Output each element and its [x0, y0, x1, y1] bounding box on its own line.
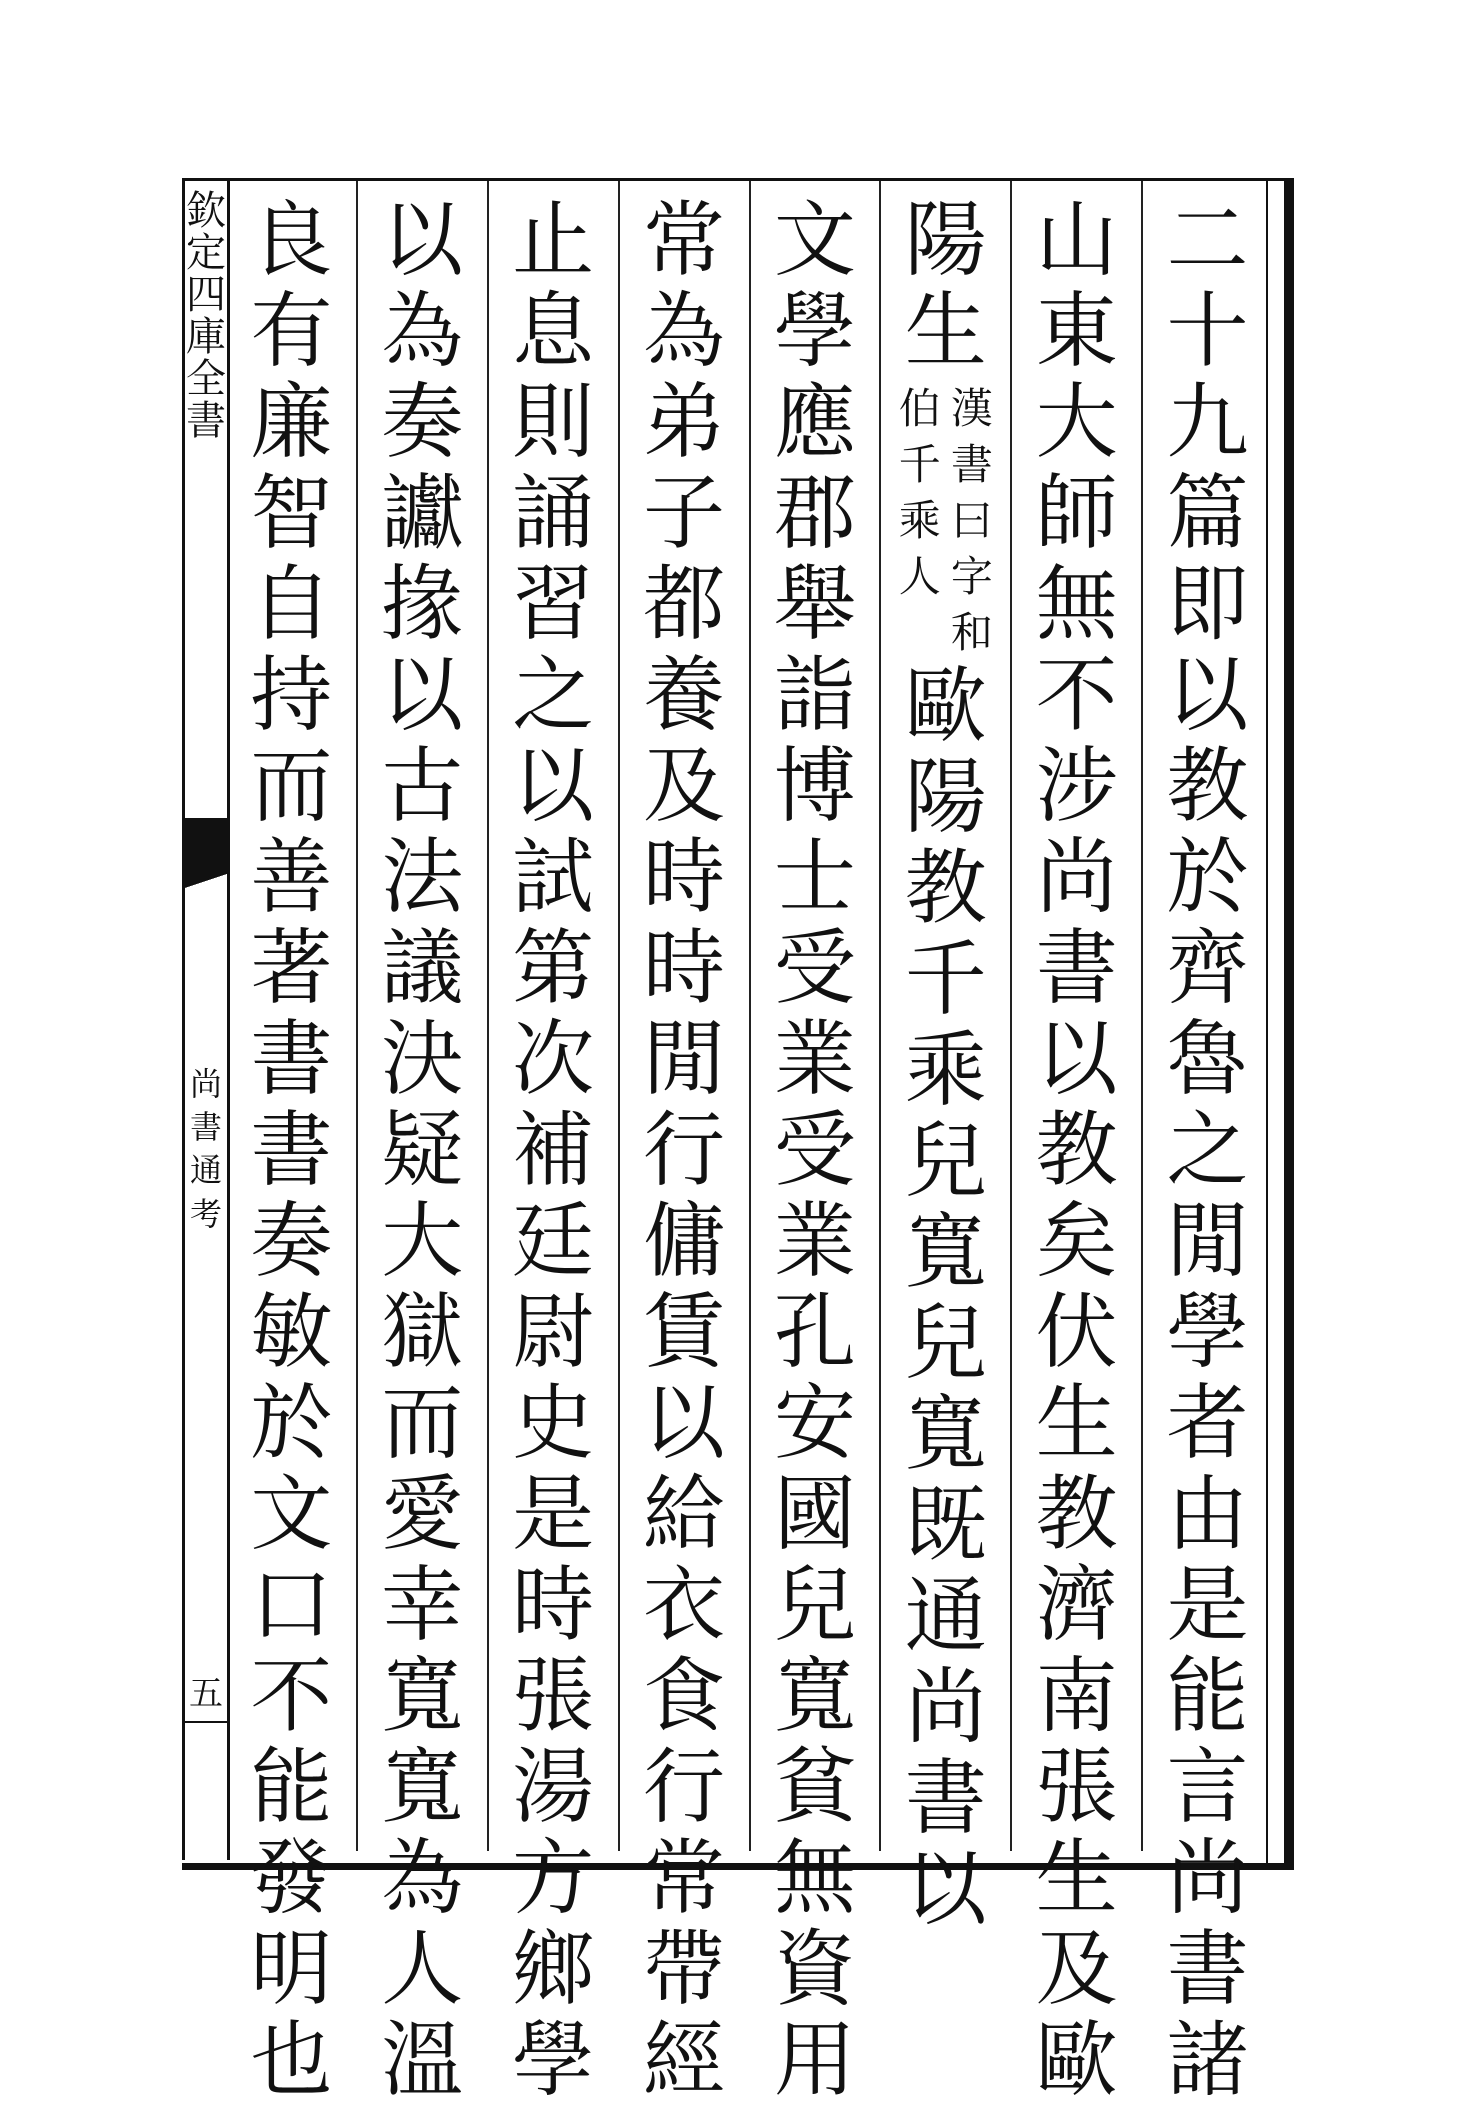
glyph: 則	[512, 375, 595, 470]
glyph: 文	[250, 1467, 333, 1562]
glyph: 齊	[1166, 921, 1249, 1016]
glyph: 國	[773, 1467, 856, 1562]
glyph: 史	[512, 1376, 595, 1471]
glyph: 補	[512, 1103, 595, 1198]
glyph: 伯	[898, 384, 941, 433]
glyph: 是	[1166, 1558, 1249, 1653]
glyph: 著	[250, 921, 333, 1016]
glyph: 不	[250, 1649, 333, 1744]
glyph: 及	[1035, 1922, 1118, 2017]
glyph: 以	[381, 193, 464, 288]
glyph: 孔	[773, 1285, 856, 1380]
glyph: 弟	[643, 375, 726, 470]
glyph: 九	[1166, 375, 1249, 470]
glyph: 和	[950, 608, 993, 657]
glyph: 業	[773, 1012, 856, 1107]
main-text-area	[227, 181, 1272, 2108]
glyph: 定	[186, 230, 226, 276]
glyph: 諸	[1166, 2013, 1249, 2108]
glyph: 書	[186, 398, 226, 444]
text-column	[879, 181, 1010, 1937]
glyph: 疑	[381, 1103, 464, 1198]
glyph: 歐	[1035, 2013, 1118, 2108]
glyph: 善	[250, 830, 333, 925]
glyph: 帶	[643, 1922, 726, 2017]
glyph: 掾	[381, 557, 464, 652]
glyph: 乘	[904, 1023, 987, 1118]
glyph: 獄	[381, 1285, 464, 1380]
glyph: 無	[773, 1831, 856, 1926]
fish-tail-mark	[185, 818, 227, 874]
glyph: 經	[643, 2013, 726, 2108]
glyph: 為	[381, 1831, 464, 1926]
glyph: 既	[904, 1478, 987, 1573]
glyph: 言	[1166, 1740, 1249, 1835]
glyph: 湯	[512, 1740, 595, 1835]
glyph: 書	[904, 1751, 987, 1846]
glyph: 學	[773, 284, 856, 379]
glyph: 寬	[381, 1649, 464, 1744]
glyph: 以	[904, 1842, 987, 1937]
glyph: 愛	[381, 1467, 464, 1562]
glyph: 奏	[250, 1194, 333, 1289]
glyph: 子	[643, 466, 726, 561]
glyph: 食	[643, 1649, 726, 1744]
glyph: 南	[1035, 1649, 1118, 1744]
note-column-right	[951, 381, 993, 661]
glyph: 有	[250, 284, 333, 379]
text-column	[487, 181, 618, 2108]
glyph: 以	[381, 648, 464, 743]
glyph: 不	[1035, 648, 1118, 743]
glyph: 業	[773, 1194, 856, 1289]
glyph: 閒	[1166, 1194, 1249, 1289]
glyph: 古	[381, 739, 464, 834]
text-column	[227, 181, 356, 2108]
glyph: 庫	[186, 314, 226, 360]
glyph: 智	[250, 466, 333, 561]
glyph: 能	[250, 1740, 333, 1835]
glyph: 試	[512, 830, 595, 925]
glyph: 議	[381, 921, 464, 1016]
glyph: 常	[643, 1831, 726, 1926]
glyph: 口	[250, 1558, 333, 1653]
glyph: 張	[512, 1649, 595, 1744]
glyph: 於	[250, 1376, 333, 1471]
glyph: 能	[1166, 1649, 1249, 1744]
glyph: 東	[1035, 284, 1118, 379]
glyph: 兒	[904, 1296, 987, 1391]
glyph: 書	[250, 1103, 333, 1198]
glyph: 書	[189, 1108, 222, 1147]
glyph: 行	[643, 1103, 726, 1198]
glyph: 自	[250, 557, 333, 652]
glyph: 閒	[643, 1012, 726, 1107]
glyph: 第	[512, 921, 595, 1016]
glyph: 息	[512, 284, 595, 379]
book-title	[185, 190, 227, 790]
glyph: 法	[381, 830, 464, 925]
glyph: 兒	[904, 1114, 987, 1209]
glyph: 生	[904, 284, 987, 379]
glyph: 衣	[643, 1558, 726, 1653]
glyph: 賃	[643, 1285, 726, 1380]
glyph: 伏	[1035, 1285, 1118, 1380]
glyph: 以	[1035, 1012, 1118, 1107]
glyph: 尉	[512, 1285, 595, 1380]
glyph: 誦	[512, 466, 595, 561]
glyph: 山	[1035, 193, 1118, 288]
glyph: 之	[1166, 1103, 1249, 1198]
text-column	[749, 181, 880, 2108]
glyph: 以	[512, 739, 595, 834]
glyph: 也	[250, 2013, 333, 2108]
glyph: 止	[512, 193, 595, 288]
glyph: 博	[773, 739, 856, 834]
glyph: 詣	[773, 648, 856, 743]
glyph: 受	[773, 921, 856, 1016]
glyph: 千	[904, 932, 987, 1027]
page-margin-strip	[182, 178, 230, 1860]
text-column	[1010, 181, 1141, 2108]
note-column-left	[899, 381, 941, 661]
glyph: 用	[773, 2013, 856, 2108]
glyph: 鄉	[512, 1922, 595, 2017]
glyph: 持	[250, 648, 333, 743]
text-column	[618, 181, 749, 2108]
column-head-text	[905, 195, 987, 377]
glyph: 都	[643, 557, 726, 652]
glyph: 廉	[250, 375, 333, 470]
glyph: 魯	[1166, 1012, 1249, 1107]
glyph: 決	[381, 1012, 464, 1107]
glyph: 養	[643, 648, 726, 743]
glyph: 字	[950, 552, 993, 601]
glyph: 是	[512, 1467, 595, 1562]
glyph: 篇	[1166, 466, 1249, 561]
glyph: 士	[773, 830, 856, 925]
glyph: 資	[773, 1922, 856, 2017]
glyph: 寬	[904, 1205, 987, 1300]
glyph: 常	[643, 193, 726, 288]
glyph: 時	[643, 830, 726, 925]
glyph: 而	[381, 1376, 464, 1471]
glyph: 敏	[250, 1285, 333, 1380]
glyph: 十	[1166, 284, 1249, 379]
glyph: 行	[643, 1740, 726, 1835]
glyph: 為	[643, 284, 726, 379]
glyph: 書	[1166, 1922, 1249, 2017]
glyph: 全	[186, 356, 226, 402]
glyph: 寬	[381, 1740, 464, 1835]
glyph: 及	[643, 739, 726, 834]
glyph: 兒	[773, 1558, 856, 1653]
glyph: 貧	[773, 1740, 856, 1835]
text-column	[1141, 181, 1272, 2108]
glyph: 陽	[904, 750, 987, 845]
glyph: 大	[381, 1194, 464, 1289]
glyph: 歐	[904, 659, 987, 754]
glyph: 張	[1035, 1740, 1118, 1835]
glyph: 舉	[773, 557, 856, 652]
glyph: 學	[1166, 1285, 1249, 1380]
glyph: 安	[773, 1376, 856, 1471]
glyph: 之	[512, 648, 595, 743]
glyph: 傭	[643, 1194, 726, 1289]
glyph: 即	[1166, 557, 1249, 652]
glyph: 尚	[1035, 830, 1118, 925]
glyph: 書	[950, 440, 993, 489]
glyph: 給	[643, 1467, 726, 1562]
glyph: 書	[250, 1012, 333, 1107]
column-tail-text	[905, 661, 987, 1935]
glyph: 教	[1166, 739, 1249, 834]
glyph: 四	[186, 272, 226, 318]
glyph: 次	[512, 1012, 595, 1107]
glyph: 受	[773, 1103, 856, 1198]
glyph: 無	[1035, 557, 1118, 652]
glyph: 讞	[381, 466, 464, 561]
glyph: 尚	[189, 1065, 222, 1103]
glyph: 學	[512, 2013, 595, 2108]
glyph: 奏	[381, 375, 464, 470]
glyph: 二	[1166, 193, 1249, 288]
glyph: 時	[512, 1558, 595, 1653]
text-column	[356, 181, 487, 2108]
glyph: 濟	[1035, 1558, 1118, 1653]
glyph: 以	[1166, 648, 1249, 743]
glyph: 書	[1035, 921, 1118, 1016]
glyph: 方	[512, 1831, 595, 1926]
glyph: 陽	[904, 193, 987, 288]
glyph: 以	[643, 1376, 726, 1471]
page-number: 五	[185, 1666, 227, 1723]
glyph: 曰	[950, 496, 993, 545]
glyph: 者	[1166, 1376, 1249, 1471]
glyph: 廷	[512, 1194, 595, 1289]
glyph: 郡	[773, 466, 856, 561]
glyph: 尚	[904, 1660, 987, 1755]
glyph: 溫	[381, 2013, 464, 2108]
glyph: 漢	[950, 384, 993, 433]
glyph: 為	[381, 284, 464, 379]
glyph: 通	[189, 1151, 222, 1190]
glyph: 寬	[773, 1649, 856, 1744]
glyph: 矣	[1035, 1194, 1118, 1289]
glyph: 寬	[904, 1387, 987, 1482]
interlinear-note	[899, 381, 993, 661]
glyph: 教	[904, 841, 987, 936]
glyph: 由	[1166, 1467, 1249, 1562]
glyph: 發	[250, 1831, 333, 1926]
glyph: 而	[250, 739, 333, 834]
glyph: 於	[1166, 830, 1249, 925]
glyph: 欽	[186, 188, 226, 234]
glyph: 生	[1035, 1831, 1118, 1926]
section-title	[185, 1063, 227, 1236]
glyph: 大	[1035, 375, 1118, 470]
glyph: 文	[773, 193, 856, 288]
glyph: 人	[381, 1922, 464, 2017]
glyph: 教	[1035, 1103, 1118, 1198]
glyph: 乘	[898, 496, 941, 545]
glyph: 時	[643, 921, 726, 1016]
glyph: 通	[904, 1569, 987, 1664]
glyph: 生	[1035, 1376, 1118, 1471]
glyph: 涉	[1035, 739, 1118, 834]
glyph: 明	[250, 1922, 333, 2017]
glyph: 應	[773, 375, 856, 470]
glyph: 師	[1035, 466, 1118, 561]
glyph: 人	[898, 552, 941, 601]
glyph: 幸	[381, 1558, 464, 1653]
glyph: 教	[1035, 1467, 1118, 1562]
glyph: 考	[189, 1194, 222, 1233]
glyph: 習	[512, 557, 595, 652]
glyph: 千	[898, 440, 941, 489]
glyph: 良	[250, 193, 333, 288]
glyph: 尚	[1166, 1831, 1249, 1926]
